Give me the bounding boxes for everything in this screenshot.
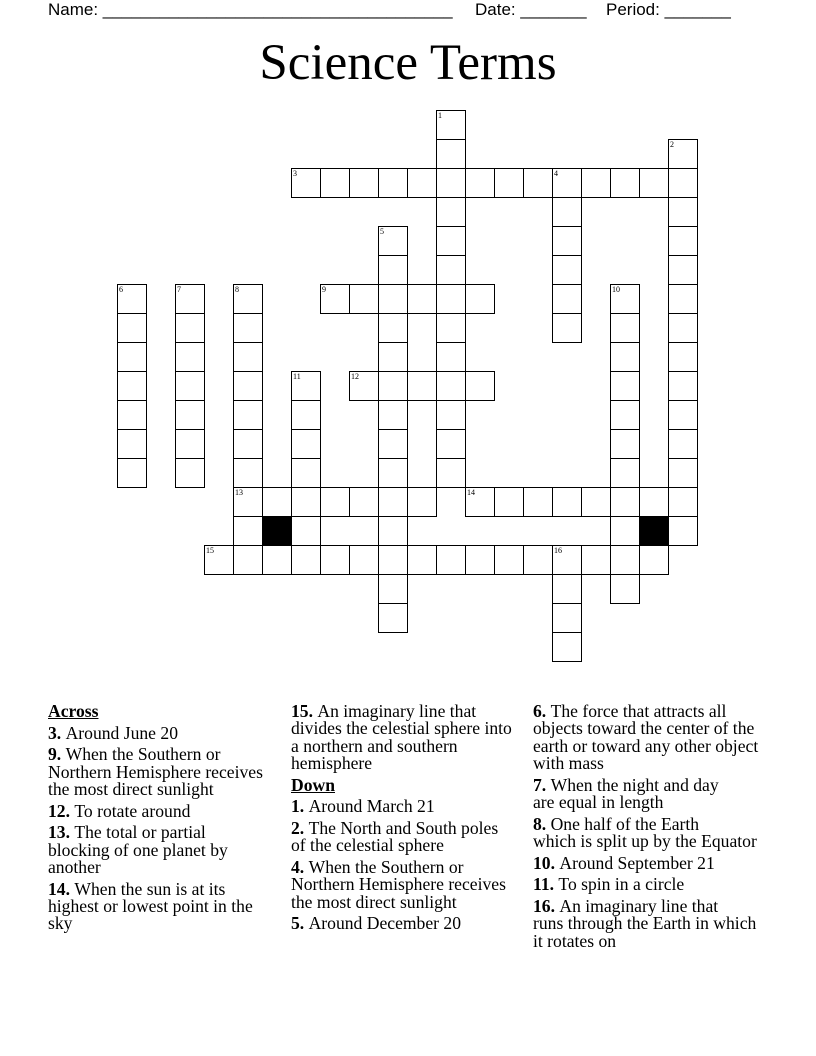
clue-down-10 (533, 852, 771, 873)
numbered-cell (233, 487, 263, 517)
cell-number: 10 (612, 285, 620, 294)
crossword-cell (610, 487, 640, 517)
crossword-cell (378, 168, 408, 198)
crossword-cell (378, 458, 408, 488)
crossword-cell (117, 429, 147, 459)
crossword-cell (378, 371, 408, 401)
crossword-cell (668, 516, 698, 546)
numbered-cell (117, 284, 147, 314)
numbered-cell (204, 545, 234, 575)
clue-down-16 (533, 898, 771, 950)
crossword-cell (378, 603, 408, 633)
down-heading: Down (291, 774, 335, 795)
crossword-cell (378, 545, 408, 575)
crossword-cell (436, 342, 466, 372)
cell-number: 2 (670, 140, 674, 149)
crossword-cell (436, 226, 466, 256)
clue-number: 11 . (533, 874, 554, 894)
crossword-cell (610, 574, 640, 604)
clue-text: One half of the Earth which is split up by the Equator (533, 813, 757, 852)
crossword-cell (668, 458, 698, 488)
clue-text: When the Southern or Northern Hemisphere receives the most direct sunlight (291, 857, 506, 912)
clue-text: Around June 20 (65, 722, 178, 743)
crossword-cell (465, 284, 495, 314)
crossword-cell (378, 255, 408, 285)
crossword-cell (233, 313, 263, 343)
crossword-cell (233, 429, 263, 459)
crossword-cell (581, 487, 611, 517)
clue-number: 9 . (48, 744, 61, 764)
clue-number: 10 . (533, 853, 555, 873)
crossword-cell (117, 400, 147, 430)
numbered-cell (436, 110, 466, 140)
clue-text: The total or partial blocking of one planet by another (48, 822, 228, 877)
numbered-cell (291, 371, 321, 401)
cell-number: 9 (322, 285, 326, 294)
crossword-cell (378, 313, 408, 343)
clue-text: The force that attracts all objects toward the center of the earth or toward any other object with mass (533, 701, 759, 774)
blocked-cell (262, 516, 292, 546)
crossword-cell (436, 284, 466, 314)
crossword-cell (407, 371, 437, 401)
crossword-cell (552, 226, 582, 256)
cell-number: 13 (235, 488, 243, 497)
crossword-cell (639, 545, 669, 575)
clue-text: An imaginary line that runs through the Earth in which it rotates on (533, 896, 757, 951)
clue-number: 3 . (48, 723, 61, 743)
crossword-cell (117, 342, 147, 372)
cell-number: 1 (438, 111, 442, 120)
clue-across-14 (48, 878, 286, 934)
crossword-cell (494, 545, 524, 575)
crossword-cell (552, 313, 582, 343)
clue-text: When the Southern or Northern Hemisphere receives the most direct sunlight (48, 744, 263, 799)
numbered-cell (465, 487, 495, 517)
crossword-cell (610, 429, 640, 459)
crossword-cell (349, 487, 379, 517)
cell-number: 8 (235, 285, 239, 294)
numbered-cell (552, 168, 582, 198)
clue-number: 16 . (533, 896, 555, 916)
crossword-cell (668, 429, 698, 459)
crossword-cell (262, 545, 292, 575)
crossword-cell (668, 226, 698, 256)
cell-number: 5 (380, 227, 384, 236)
crossword-cell (639, 487, 669, 517)
numbered-cell (610, 284, 640, 314)
crossword-cell (668, 487, 698, 517)
clue-down-8 (533, 813, 771, 852)
crossword-cell (668, 342, 698, 372)
crossword-cell (175, 429, 205, 459)
numbered-cell (291, 168, 321, 198)
period-field: Period: _______ (606, 0, 731, 19)
cell-number: 11 (293, 372, 301, 381)
crossword-cell (291, 516, 321, 546)
cell-number: 15 (206, 546, 214, 555)
crossword-cell (581, 168, 611, 198)
crossword-cell (117, 458, 147, 488)
crossword-cell (436, 400, 466, 430)
clue-number: 8 . (533, 814, 546, 834)
crossword-cell (233, 458, 263, 488)
crossword-cell (610, 516, 640, 546)
crossword-cell (668, 371, 698, 401)
crossword-cell (175, 371, 205, 401)
clue-text: When the sun is at its highest or lowest point in the sky (48, 878, 253, 934)
crossword-cell (378, 487, 408, 517)
clue-down-6 (533, 703, 771, 773)
clue-down-11 (533, 876, 771, 893)
crossword-cell (349, 168, 379, 198)
crossword-cell (407, 168, 437, 198)
name-field: Name: _____________________________________ (48, 0, 453, 19)
crossword-cell (378, 516, 408, 546)
blocked-cell (639, 516, 669, 546)
crossword-cell (552, 197, 582, 227)
cell-number: 4 (554, 169, 558, 178)
clue-text: When the night and day are equal in length (533, 774, 719, 813)
crossword-cell (291, 400, 321, 430)
clue-text: The North and South poles of the celestial sphere (291, 818, 499, 856)
crossword-cell (233, 342, 263, 372)
crossword-cell (291, 487, 321, 517)
numbered-cell (668, 139, 698, 169)
crossword-cell (291, 545, 321, 575)
crossword-cell (233, 545, 263, 575)
clue-across-9 (48, 746, 286, 798)
crossword-cell (378, 574, 408, 604)
crossword-cell (610, 545, 640, 575)
clues-column (291, 703, 529, 937)
crossword-cell (233, 516, 263, 546)
crossword-cell (552, 255, 582, 285)
crossword-cell (175, 458, 205, 488)
clues-column (533, 703, 771, 954)
crossword-cell (291, 429, 321, 459)
clue-across-13 (48, 824, 286, 876)
crossword-cell (523, 545, 553, 575)
crossword-cell (436, 429, 466, 459)
crossword-cell (291, 458, 321, 488)
crossword-cell (668, 197, 698, 227)
crossword-cell (523, 487, 553, 517)
crossword-cell (465, 168, 495, 198)
crossword-grid (117, 110, 698, 662)
clue-number: 2 . (291, 818, 304, 838)
clue-down-4 (291, 859, 529, 911)
crossword-cell (552, 487, 582, 517)
numbered-cell (175, 284, 205, 314)
numbered-cell (320, 284, 350, 314)
across-heading: Across (48, 701, 99, 721)
crossword-cell (233, 371, 263, 401)
crossword-cell (320, 545, 350, 575)
clue-text: To spin in a circle (558, 874, 685, 895)
date-field: Date: _______ (475, 0, 587, 19)
clues-column (48, 703, 286, 937)
clue-number: 14 . (48, 879, 70, 899)
crossword-cell (610, 342, 640, 372)
crossword-cell (436, 255, 466, 285)
crossword-cell (378, 429, 408, 459)
crossword-cell (436, 371, 466, 401)
clue-text: Around September 21 (559, 852, 715, 873)
crossword-cell (639, 168, 669, 198)
clue-down-2 (291, 820, 529, 855)
clue-down-7 (533, 774, 771, 813)
crossword-cell (378, 400, 408, 430)
crossword-cell (407, 487, 437, 517)
crossword-cell (552, 574, 582, 604)
crossword-cell (465, 545, 495, 575)
crossword-cell (610, 168, 640, 198)
crossword-cell (610, 313, 640, 343)
clue-across-15 (291, 703, 529, 773)
clue-number: 5 . (291, 913, 304, 933)
clue-number: 13 . (48, 822, 70, 842)
crossword-cell (581, 545, 611, 575)
crossword-cell (668, 168, 698, 198)
crossword-cell (668, 400, 698, 430)
crossword-cell (117, 371, 147, 401)
crossword-cell (668, 284, 698, 314)
crossword-cell (233, 400, 263, 430)
crossword-cell (407, 284, 437, 314)
crossword-cell (175, 342, 205, 372)
crossword-cell (436, 168, 466, 198)
crossword-cell (465, 371, 495, 401)
clue-across-12 (48, 800, 286, 821)
crossword-cell (552, 284, 582, 314)
crossword-cell (349, 545, 379, 575)
numbered-cell (378, 226, 408, 256)
clue-text: Around March 21 (308, 796, 435, 817)
crossword-cell (436, 197, 466, 227)
crossword-cell (436, 458, 466, 488)
crossword-cell (494, 487, 524, 517)
cell-number: 12 (351, 372, 359, 381)
crossword-cell (668, 313, 698, 343)
clue-down-5 (291, 915, 529, 932)
clue-text: Around December 20 (308, 913, 462, 934)
crossword-cell (436, 313, 466, 343)
crossword-cell (378, 284, 408, 314)
crossword-cell (552, 603, 582, 633)
clue-text: To rotate around (74, 800, 191, 821)
crossword-cell (262, 487, 292, 517)
clue-number: 4 . (291, 857, 304, 877)
crossword-cell (349, 284, 379, 314)
numbered-cell (233, 284, 263, 314)
crossword-cell (378, 342, 408, 372)
cell-number: 6 (119, 285, 123, 294)
clue-down-1 (291, 798, 529, 815)
clue-text: An imaginary line that divides the celestial sphere into a northern and southern hemisphere (291, 701, 512, 774)
crossword-cell (552, 632, 582, 662)
crossword-cell (523, 168, 553, 198)
crossword-cell (175, 313, 205, 343)
numbered-cell (349, 371, 379, 401)
crossword-cell (436, 545, 466, 575)
clue-number: 15 . (291, 701, 313, 721)
clue-number: 7 . (533, 775, 546, 795)
crossword-cell (610, 400, 640, 430)
cell-number: 14 (467, 488, 475, 497)
cell-number: 3 (293, 169, 297, 178)
crossword-cell (117, 313, 147, 343)
crossword-cell (610, 371, 640, 401)
clue-number: 6 . (533, 701, 546, 721)
crossword-cell (175, 400, 205, 430)
clue-across-3 (48, 722, 286, 743)
crossword-cell (320, 168, 350, 198)
crossword-cell (494, 168, 524, 198)
crossword-cell (407, 545, 437, 575)
crossword-cell (320, 487, 350, 517)
page-title: Science Terms (259, 35, 557, 91)
clue-number: 12 . (48, 801, 70, 821)
numbered-cell (552, 545, 582, 575)
crossword-cell (668, 255, 698, 285)
cell-number: 7 (177, 285, 181, 294)
clue-number: 1 . (291, 796, 304, 816)
crossword-cell (610, 458, 640, 488)
crossword-cell (436, 139, 466, 169)
cell-number: 16 (554, 546, 562, 555)
